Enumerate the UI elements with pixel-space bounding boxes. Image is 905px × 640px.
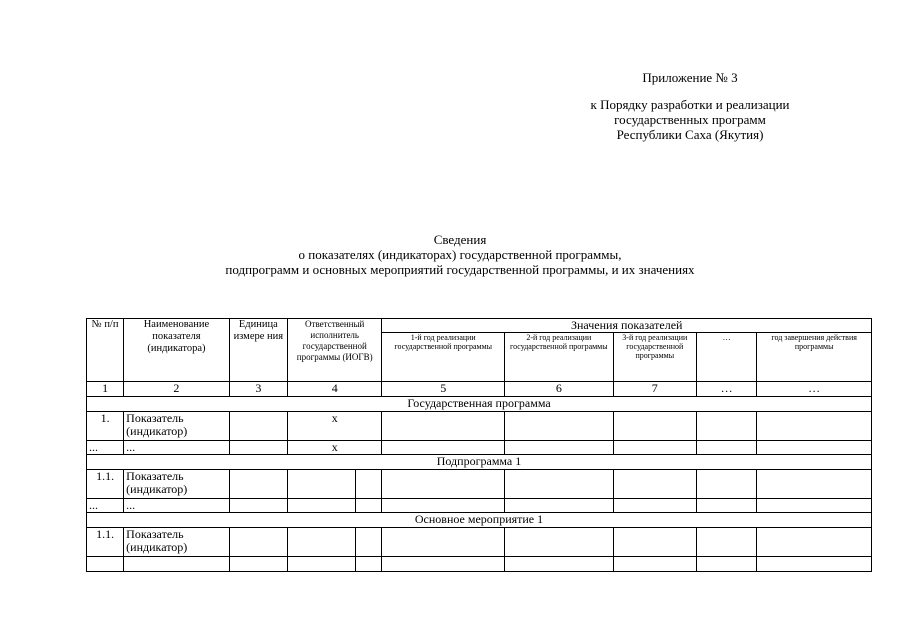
table-row xyxy=(87,499,872,513)
row-unit xyxy=(229,528,287,557)
row-cell xyxy=(613,557,696,572)
row-cell xyxy=(505,557,614,572)
row-cell xyxy=(356,470,382,499)
table-row xyxy=(87,412,872,441)
header-row xyxy=(87,319,872,333)
row-cell xyxy=(696,412,756,441)
row-cell xyxy=(757,441,872,455)
row-cell xyxy=(696,470,756,499)
row-num: 1.1. xyxy=(87,528,124,557)
indicators-table xyxy=(86,318,872,572)
table-row xyxy=(87,528,872,557)
section-main-event: Основное мероприятие 1 xyxy=(87,513,872,528)
row-num: ... xyxy=(87,441,124,455)
row-cell xyxy=(382,528,505,557)
header-name: Наименование показателя (индикатора) xyxy=(124,319,230,382)
heading-line: о показателях (индикаторах) государственной программы, xyxy=(298,247,622,262)
row-executor: x xyxy=(287,441,381,455)
row-cell xyxy=(696,528,756,557)
column-number: 6 xyxy=(505,382,614,397)
column-number: 7 xyxy=(613,382,696,397)
row-executor xyxy=(287,528,355,557)
header-ellipsis: … xyxy=(696,333,756,382)
row-cell xyxy=(757,470,872,499)
appendix-title: Приложение № 3 xyxy=(642,70,738,85)
row-cell xyxy=(613,499,696,513)
section-row xyxy=(87,397,872,412)
row-executor: x xyxy=(287,412,381,441)
header-year-end: год завершения действия программы xyxy=(757,333,872,382)
appendix-line: к Порядку разработки и реализации xyxy=(590,97,790,112)
column-number: 3 xyxy=(229,382,287,397)
row-cell xyxy=(505,412,614,441)
row-cell xyxy=(757,557,872,572)
column-number: … xyxy=(696,382,756,397)
row-name: Показатель (индикатор) xyxy=(124,412,230,441)
header-unit: Единица измере ния xyxy=(229,319,287,382)
column-number: 1 xyxy=(87,382,124,397)
row-executor xyxy=(287,470,355,499)
row-name: ... xyxy=(124,499,230,513)
row-name xyxy=(124,557,230,572)
row-unit xyxy=(229,412,287,441)
column-number: 2 xyxy=(124,382,230,397)
row-executor xyxy=(287,557,355,572)
table-row xyxy=(87,441,872,455)
row-name: ... xyxy=(124,441,230,455)
column-number: 5 xyxy=(382,382,505,397)
row-cell xyxy=(356,528,382,557)
row-cell xyxy=(382,412,505,441)
row-cell xyxy=(382,470,505,499)
row-unit xyxy=(229,557,287,572)
heading-line: подпрограмм и основных мероприятий государственной программы, и их значениях xyxy=(225,262,695,277)
row-cell xyxy=(505,499,614,513)
row-num: 1. xyxy=(87,412,124,441)
row-cell xyxy=(613,441,696,455)
row-unit xyxy=(229,441,287,455)
section-state-program: Государственная программа xyxy=(87,397,872,412)
appendix-line: Республики Саха (Якутия) xyxy=(616,127,764,142)
row-unit xyxy=(229,470,287,499)
appendix-block xyxy=(540,70,840,142)
header-year1: 1-й год реализации государственной программы xyxy=(382,333,505,382)
table-row xyxy=(87,557,872,572)
header-year3: 3-й год реализации государственной программы xyxy=(613,333,696,382)
row-name: Показатель (индикатор) xyxy=(124,470,230,499)
appendix-line: государственных программ xyxy=(614,112,766,127)
column-number: 4 xyxy=(287,382,381,397)
heading-line: Сведения xyxy=(433,232,487,247)
row-cell xyxy=(505,441,614,455)
row-name: Показатель (индикатор) xyxy=(124,528,230,557)
row-cell xyxy=(696,499,756,513)
row-cell xyxy=(505,528,614,557)
header-num: № п/п xyxy=(87,319,124,382)
row-unit xyxy=(229,499,287,513)
column-number: … xyxy=(757,382,872,397)
row-cell xyxy=(613,470,696,499)
row-cell xyxy=(382,441,505,455)
row-cell xyxy=(356,499,382,513)
row-cell xyxy=(613,528,696,557)
row-cell xyxy=(505,470,614,499)
row-cell xyxy=(613,412,696,441)
header-executor: Ответственный исполнитель государственной программы (ИОГВ) xyxy=(287,319,381,382)
row-cell xyxy=(356,557,382,572)
row-cell xyxy=(757,412,872,441)
header-values-group: Значения показателей xyxy=(382,319,872,333)
row-num xyxy=(87,557,124,572)
row-cell xyxy=(757,528,872,557)
header-year2: 2-й год реализации государственной программы xyxy=(505,333,614,382)
row-num: ... xyxy=(87,499,124,513)
section-subprogram: Подпрограмма 1 xyxy=(87,455,872,470)
document-heading xyxy=(160,232,760,277)
row-cell xyxy=(696,441,756,455)
section-row xyxy=(87,455,872,470)
section-row xyxy=(87,513,872,528)
table-row xyxy=(87,470,872,499)
row-cell xyxy=(382,557,505,572)
row-num: 1.1. xyxy=(87,470,124,499)
row-cell xyxy=(696,557,756,572)
row-executor xyxy=(287,499,355,513)
row-cell xyxy=(382,499,505,513)
row-cell xyxy=(757,499,872,513)
column-numbers-row xyxy=(87,382,872,397)
